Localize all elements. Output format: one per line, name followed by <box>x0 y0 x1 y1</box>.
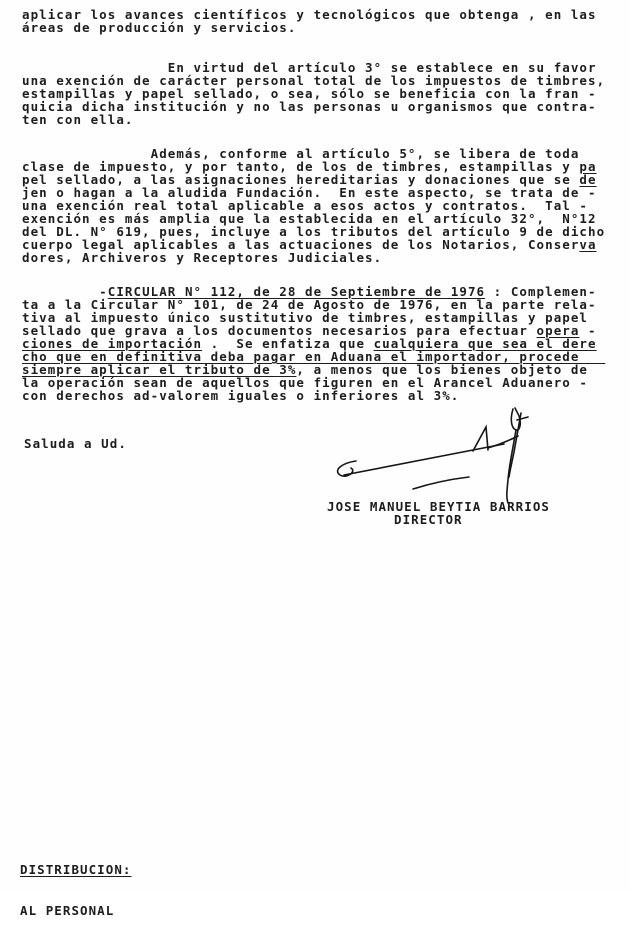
text-segment: con derechos ad-valorem iguales o inferiores al 3%. <box>22 388 460 403</box>
underlined-text-segment: ciones de importación <box>22 336 203 351</box>
underlined-text-segment: pa <box>579 159 597 174</box>
text-segment: dores, Archiveros y Receptores Judiciales. <box>22 250 383 265</box>
closing-salutation: Saluda a Ud. <box>24 436 127 451</box>
text-segment: estampillas y papel sellado, o sea, sólo se beneficia con la fran - <box>22 86 597 101</box>
distribution-target: AL PERSONAL <box>20 903 115 918</box>
underlined-text-segment: opera <box>536 323 580 338</box>
text-segment: : Complemen- <box>485 284 597 299</box>
signatory-title: DIRECTOR <box>394 512 463 527</box>
underlined-text-segment: de <box>579 172 597 187</box>
text-segment: , a menos que los bienes objeto de <box>296 362 588 377</box>
underlined-text-segment: cualquiera que sea el dere <box>373 336 597 351</box>
underlined-text-segment: va <box>579 237 597 252</box>
text-segment: ta a la Circular N° 101, de 24 de Agosto de 1976, en la parte rela- <box>22 297 597 312</box>
paragraph-3 <box>22 147 624 264</box>
text-segment: - <box>22 284 108 299</box>
paragraph-2 <box>22 61 624 126</box>
text-segment: Además, conforme al artículo 5°, se libera de toda <box>22 146 580 161</box>
distribution-label: DISTRIBUCION: <box>20 862 132 877</box>
underlined-text-segment: CIRCULAR N° 112, de 28 de Septiembre de 1976 <box>107 284 486 299</box>
text-segment: sellado que grava a los documentos necesarios para efectuar <box>22 323 537 338</box>
text-line <box>22 113 624 126</box>
text-line <box>22 389 624 402</box>
text-line <box>22 251 624 264</box>
text-segment: En virtud del artículo 3° se establece en su favor <box>22 60 597 75</box>
signatory-name: JOSE MANUEL BEYTIA BARRIOS <box>327 499 550 514</box>
text-segment: tiva al impuesto único sustitutivo de timbres, estampillas y papel <box>22 310 588 325</box>
text-segment: pel sellado, a las asignaciones hereditarias y donaciones que se <box>22 172 580 187</box>
text-segment: cuerpo legal aplicables a las actuaciones de los Notarios, Conser <box>22 237 580 252</box>
text-line <box>22 21 624 34</box>
text-segment: aplicar los avances científicos y tecnológicos que obtenga , en las <box>22 7 597 22</box>
text-segment: la operación sean de aquellos que figuren en el Arancel Aduanero - <box>22 375 588 390</box>
text-segment: una exención de carácter personal total de los impuestos de timbres, <box>22 73 606 88</box>
text-segment: ten con ella. <box>22 112 134 127</box>
text-segment: clase de impuesto, y por tanto, de los de timbres, estampillas y <box>22 159 580 174</box>
text-segment: jen o hagan a la aludida Fundación. En este aspecto, se trata de - <box>22 185 597 200</box>
paragraph-1 <box>22 8 624 34</box>
underlined-text-segment: cho que en definitiva deba pagar en Aduana el importador, procede <box>22 349 606 364</box>
text-segment: - <box>579 323 597 338</box>
text-segment: exención es más amplia que la establecida en el artículo 32°, N°12 <box>22 211 597 226</box>
text-segment: del DL. N° 619, pues, incluye a los tributos del artículo 9 de dicho <box>22 224 606 239</box>
text-segment: quicia dicha institución y no las personas u organismos que contra- <box>22 99 597 114</box>
text-segment: una exención real total aplicable a esos actos y contratos. Tal - <box>22 198 588 213</box>
distribution-block <box>20 836 131 944</box>
underlined-text-segment: siempre aplicar el tributo de 3% <box>22 362 297 377</box>
text-segment: . Se enfatiza que <box>202 336 374 351</box>
text-segment: áreas de producción y servicios. <box>22 20 297 35</box>
paragraph-4 <box>22 285 624 402</box>
